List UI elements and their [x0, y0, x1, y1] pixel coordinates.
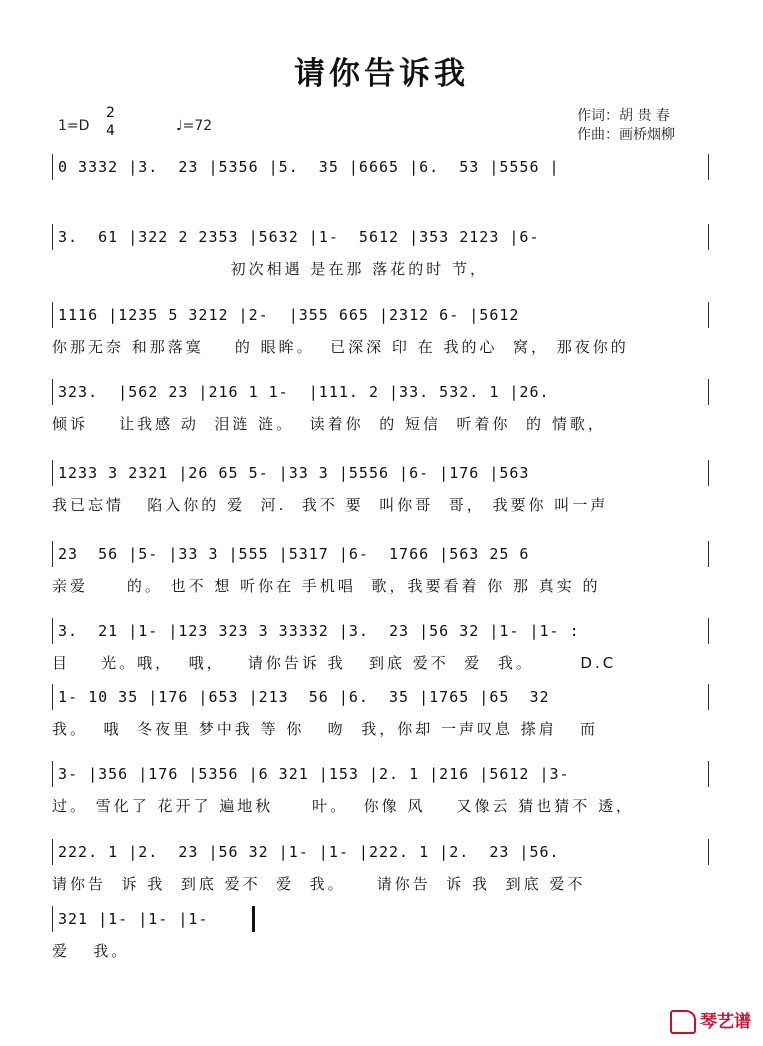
lyrics-line: 爱 我。 [52, 942, 130, 960]
credits [577, 107, 675, 145]
time-signature-bottom: 4 [106, 123, 115, 139]
lyrics-line: 你那无奈 和那落寞 的 眼眸。 已深深 印 在 我的心 窝， 那夜你的 [52, 338, 629, 356]
composer-credit: 作曲：画桥烟柳 [577, 127, 675, 143]
barline [52, 379, 53, 405]
barline [708, 379, 709, 405]
lyrics-line: 倾诉 让我感 动 泪涟 涟。 读着你 的 短信 听着你 的 情歌， [52, 415, 606, 433]
notes-line: 222. 1 |2. 23 |56 32 |1- |1- |222. 1 |2. 23 |56. [58, 843, 560, 861]
notes-line: 1233 3 2321 |26 65 5- |33 3 |5556 |6- |176 |563 [58, 464, 530, 482]
barline [52, 906, 53, 932]
barline [708, 684, 709, 710]
lyrics-line: 我。 哦 冬夜里 梦中我 等 你 吻 我，你却 一声叹息 搽肩 而 [52, 720, 599, 738]
barline [708, 541, 709, 567]
barline [708, 761, 709, 787]
barline [708, 302, 709, 328]
barline [708, 839, 709, 865]
barline [52, 684, 53, 710]
logo-mark-icon [670, 1010, 696, 1034]
barline [52, 224, 53, 250]
time-signature-top: 2 [106, 105, 115, 121]
barline [708, 618, 709, 644]
barline [52, 761, 53, 787]
notes-line: 323. |562 23 |216 1 1- |111. 2 |33. 532. 1 |26. [58, 383, 550, 401]
lyrics-line: 亲爱 的。 也不 想 听你在 手机唱 歌，我要看着 你 那 真实 的 [52, 577, 601, 595]
logo-text: 琴艺谱 [700, 1012, 751, 1032]
notes-line: 3. 61 |322 2 2353 |5632 |1- 5612 |353 2123 |6- [58, 228, 540, 246]
tempo-marking: ♩=72 [176, 118, 213, 134]
notes-line: 1- 10 35 |176 |653 |213 56 |6. 35 |1765 |65 32 [58, 688, 550, 706]
barline [708, 460, 709, 486]
lyrics-line: 请你告 诉 我 到底 爱不 爱 我。 请你告 诉 我 到底 爱不 [52, 875, 586, 893]
barline [708, 154, 709, 180]
lyrics-line: 初次相遇 是在那 落花的时 节， [52, 260, 488, 278]
barline [52, 541, 53, 567]
notes-line: 23 56 |5- |33 3 |555 |5317 |6- 1766 |563 25 6 [58, 545, 530, 563]
lyrics-line: 我已忘情 陷入你的 爱 河. 我不 要 叫你哥 哥， 我要你 叫一声 [52, 496, 609, 514]
notes-line: 321 |1- |1- |1- [58, 910, 219, 928]
lyrics-line: 目 光。哦， 哦， 请你告诉 我 到底 爱不 爱 我。 D.C [52, 654, 617, 672]
barline [52, 154, 53, 180]
barline [708, 224, 709, 250]
song-title: 请你告诉我 [294, 56, 469, 92]
lyrics-line: 过。 雪化了 花开了 遍地秋 叶。 你像 风 又像云 猜也猜不 透， [52, 797, 635, 815]
final-barline [252, 906, 255, 932]
key-signature: 1=D [58, 118, 90, 134]
notes-line: 0 3332 |3. 23 |5356 |5. 35 |6665 |6. 53 |5556 | [58, 158, 560, 176]
barline [52, 460, 53, 486]
site-logo [670, 1007, 751, 1034]
notes-line: 1116 |1235 5 3212 |2- |355 665 |2312 6- |5612 [58, 306, 520, 324]
lyricist-credit: 作词：胡 贵 春 [577, 108, 670, 124]
notes-line: 3- |356 |176 |5356 |6 321 |153 |2. 1 |216 |5612 |3- [58, 765, 570, 783]
notes-line: 3. 21 |1- |123 323 3 33332 |3. 23 |56 32 |1- |1- : [58, 622, 580, 640]
barline [52, 839, 53, 865]
barline [52, 618, 53, 644]
barline [52, 302, 53, 328]
